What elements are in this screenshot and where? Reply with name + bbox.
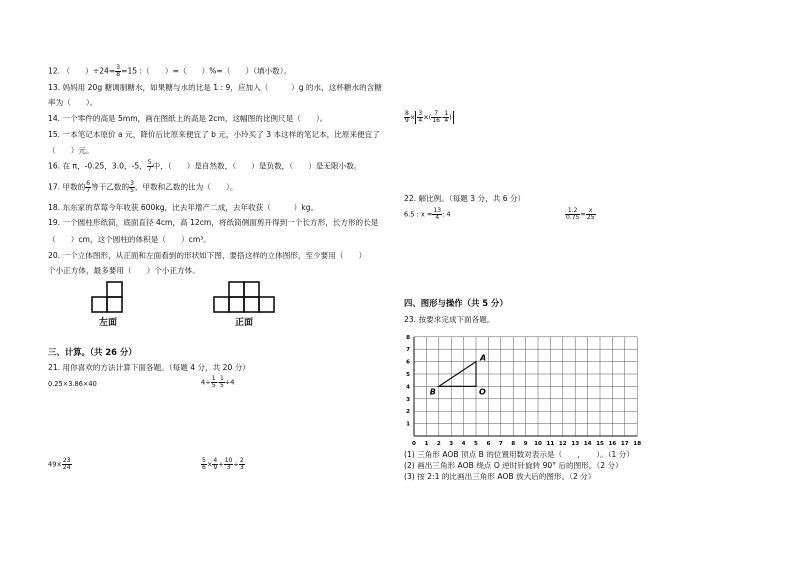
fraction: $\frac{3}{4}$ bbox=[418, 110, 423, 124]
y-tick-label: 7 bbox=[406, 347, 410, 354]
y-tick-label: 2 bbox=[406, 409, 410, 416]
bracket-group: $\frac{3}{4}$ ×( $\frac{7}{16}$ - $\frac{1}{4}$ ) bbox=[415, 111, 453, 124]
fraction: $\frac{5}{7}$ bbox=[147, 159, 152, 173]
calc-2: 4÷ $\frac{1}{5}$ - $\frac{1}{5}$ ÷4 bbox=[201, 375, 235, 389]
point-label-b: B bbox=[429, 387, 436, 397]
y-tick-label: 8 bbox=[406, 334, 410, 341]
front-view-label: 正面 bbox=[235, 318, 254, 328]
fraction: $\frac{1.2}{0.75}$ bbox=[566, 207, 580, 221]
calc-5: $\frac{8}{9}$ × $\frac{3}{4}$ ×( $\frac{7}{16}$ - $\frac{1}{4}$ ) bbox=[405, 110, 452, 124]
fraction: $\frac{23}{24}$ bbox=[62, 457, 71, 471]
question-15-line2: （ ）元。 bbox=[48, 146, 94, 155]
question-13-line2: 率为（ ）。 bbox=[48, 98, 98, 107]
proportion-2: $\frac{1.2}{0.75}$ = $\frac{x}{25}$ bbox=[566, 207, 595, 221]
calc-1: 0.25×3.86×40 bbox=[48, 380, 97, 388]
section-3-title: 三、计算。（共 26 分） bbox=[48, 347, 137, 357]
fraction: $\frac{2}{3}$ bbox=[239, 457, 244, 471]
fraction: $\frac{7}{16}$ bbox=[432, 110, 440, 124]
x-tick-label: 5 bbox=[474, 441, 478, 447]
question-14: 14. 一个零件的高是 5mm，画在图纸上的高是 2cm，这幅图的比例尺是（ ）。 bbox=[48, 114, 328, 123]
x-tick-label: 18 bbox=[633, 441, 642, 447]
question-22: 22. 解比例。（每题 3 分，共 6 分） bbox=[404, 194, 526, 203]
fraction: $\frac{13}{4}$ bbox=[433, 207, 442, 221]
fraction: $\frac{3}{8}$ bbox=[116, 64, 121, 78]
x-tick-label: 15 bbox=[596, 441, 604, 447]
point-label-a: A bbox=[480, 353, 487, 363]
question-15-line1: 15. 一本笔记本原价 a 元，降价后比原来便宜了 b 元，小玲买了 3 本这样的笔记本，比原来便宜了 bbox=[48, 130, 380, 139]
question-12: 12. （ ）÷24= $\frac{3}{8}$ =15 :（ ）=（ ）%=（ ）（填小数）。 bbox=[48, 64, 292, 78]
left-view-figure bbox=[90, 280, 130, 314]
y-tick-label: 6 bbox=[406, 359, 410, 366]
x-tick-label: 12 bbox=[558, 441, 567, 447]
question-13-line1: 13. 妈妈用 20g 糖调制糖水，如果糖与水的比是 1 : 9，应加入（ ）g 的水，这杯糖水的含糖 bbox=[48, 83, 382, 92]
point-label-o: O bbox=[479, 387, 486, 397]
x-tick-label: 14 bbox=[583, 441, 592, 447]
fraction: $\frac{6}{7}$ bbox=[86, 180, 91, 194]
section-4-title: 四、图形与操作（共 5 分） bbox=[404, 298, 508, 308]
q23-part-2: (2) 画出三角形 AOB 绕点 O 逆时针旋转 90° 后的图形。（2 分） bbox=[404, 461, 623, 470]
fraction: $\frac{1}{5}$ bbox=[211, 375, 216, 389]
question-16: 16. 在 π，-0.25，3.0，-5， $\frac{5}{7}$ 中，（ ）是自然数，（ ）是负数，（ ）是无限小数。 bbox=[48, 159, 362, 173]
calc-3: 49× $\frac{23}{24}$ bbox=[48, 457, 71, 471]
q23-part-3: (3) 按 2:1 的比画出三角形 AOB 放大后的图形。（2 分） bbox=[404, 472, 596, 481]
fraction: $\frac{x}{25}$ bbox=[586, 207, 595, 221]
fraction: $\frac{10}{3}$ bbox=[224, 457, 233, 471]
x-tick-label: 4 bbox=[461, 441, 466, 447]
question-19-line1: 19. 一个圆柱形纸筒，底面直径 4cm，高 12cm，将纸筒侧面剪开得到一个长方形，长方形的长是 bbox=[48, 218, 379, 227]
front-view-figure bbox=[212, 280, 278, 314]
proportion-1: 6.5 : x = $\frac{13}{4}$ : 4 bbox=[404, 207, 451, 221]
x-tick-label: 11 bbox=[546, 441, 555, 447]
question-18: 18. 东东家的草莓今年收获 600kg，比去年增产二成，去年收获（ ）kg。 bbox=[48, 203, 319, 212]
x-tick-label: 16 bbox=[608, 441, 617, 447]
x-tick-label: 6 bbox=[486, 441, 491, 447]
left-view-label: 左面 bbox=[99, 318, 118, 328]
question-19-line2: （ ）cm，这个圆柱的体积是（ ）cm³。 bbox=[48, 235, 211, 244]
question-21: 21. 用你喜欢的方法计算下面各题。（每题 4 分，共 20 分） bbox=[48, 363, 250, 372]
question-23: 23. 按要求完成下面各题。 bbox=[404, 315, 495, 324]
y-tick-label: 3 bbox=[406, 396, 410, 403]
x-tick-label: 10 bbox=[534, 441, 542, 447]
question-20-line2: 个小正方体，最多要用（ ）个小正方体。 bbox=[48, 266, 200, 275]
fraction: $\frac{1}{4}$ bbox=[444, 110, 449, 124]
q23-part-1: (1) 三角形 AOB 顶点 B 的位置用数对表示是（ ， ）。（1 分） bbox=[404, 450, 634, 459]
x-tick-label: 13 bbox=[571, 441, 580, 447]
y-tick-label: 5 bbox=[406, 372, 410, 378]
x-tick-label: 8 bbox=[511, 441, 516, 447]
question-20-line1: 20. 一个立体图形，从正面和左面看到的形状如下图，要搭这样的立体图形，至少要用（ ） bbox=[48, 251, 367, 260]
question-17: 17. 甲数的 $\frac{6}{7}$ 等于乙数的 $\frac{3}{5}$ ，甲数和乙数的比为（ ）。 bbox=[48, 180, 238, 194]
y-tick-label: 4 bbox=[406, 384, 410, 391]
fraction: $\frac{3}{5}$ bbox=[130, 180, 134, 194]
coordinate-grid bbox=[400, 328, 650, 450]
calc-4: $\frac{5}{6}$ × $\frac{4}{9}$ + $\frac{10}{3}$ ÷ $\frac{2}{3}$ bbox=[202, 457, 244, 471]
fraction: $\frac{5}{6}$ bbox=[202, 457, 206, 471]
x-tick-label: 0 bbox=[412, 441, 416, 447]
x-tick-label: 3 bbox=[449, 441, 454, 447]
x-tick-label: 7 bbox=[498, 441, 503, 447]
fraction: $\frac{4}{9}$ bbox=[213, 457, 218, 471]
fraction: $\frac{1}{5}$ bbox=[219, 375, 224, 389]
fraction: $\frac{8}{9}$ bbox=[405, 110, 409, 124]
x-tick-label: 9 bbox=[523, 441, 528, 447]
y-tick-label: 1 bbox=[406, 421, 410, 428]
x-tick-label: 2 bbox=[436, 441, 441, 447]
x-tick-label: 17 bbox=[620, 441, 629, 447]
x-tick-label: 1 bbox=[424, 441, 429, 447]
